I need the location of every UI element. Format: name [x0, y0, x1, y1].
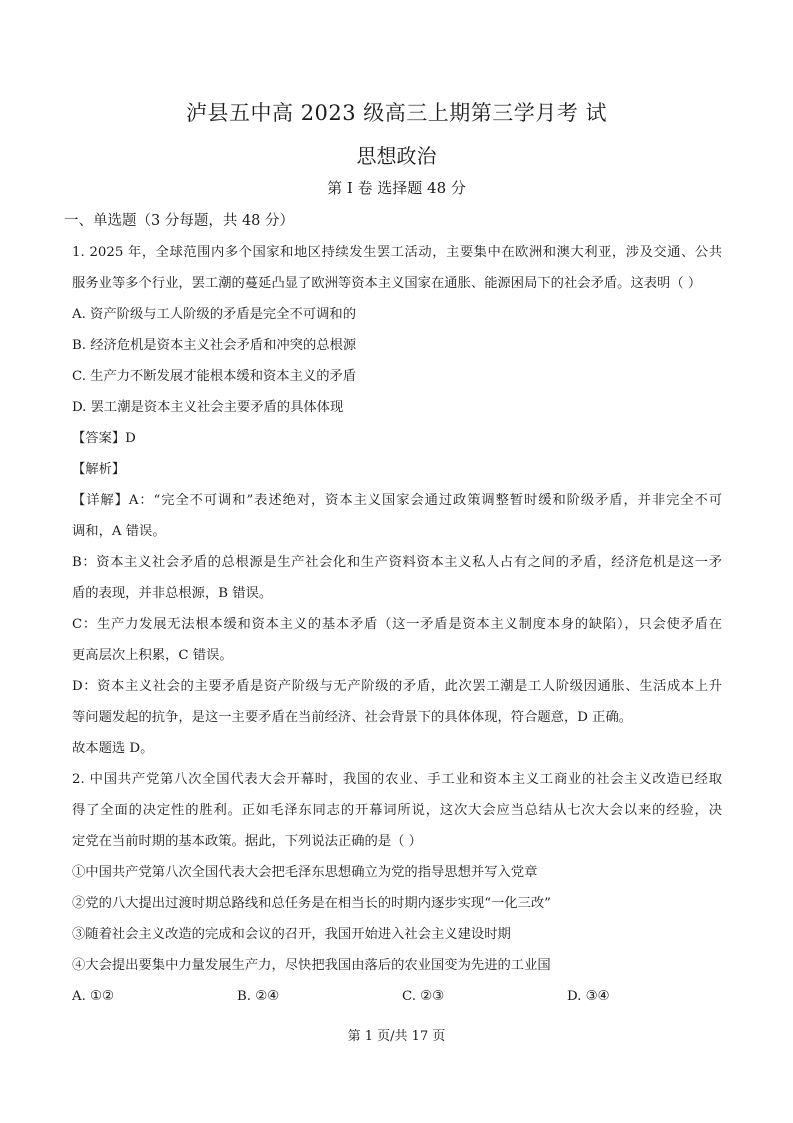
analysis-line: D：资本主义社会的主要矛盾是资产阶级与无产阶级的矛盾，此次罢工潮是工人阶级因通胀、生活成本上升: [72, 679, 722, 694]
statement-4: ④大会提出要集中力量发展生产力，尽快把我国由落后的农业国变为先进的工业国: [72, 958, 551, 973]
statement-1: ①中国共产党第八次全国代表大会把毛泽东思想确立为党的指导思想并写入党章: [72, 865, 538, 880]
question-1: [72, 237, 722, 764]
analysis-line: 调和，A 错误。: [72, 524, 166, 539]
choice-d: D. ③④: [567, 989, 610, 1004]
subject-title: 思想政治: [356, 144, 437, 168]
statement-2: ②党的八大提出过渡时期总路线和总任务是在相当长的时期内逐步实现“一化三改”: [72, 896, 551, 911]
question-stem-line: 2. 中国共产党第八次全国代表大会开幕时，我国的农业、手工业和资本主义工商业的社会主义改造已经取: [72, 772, 722, 787]
part-heading: 一、单选题（3 分每题，共 48 分）: [64, 213, 295, 229]
option-a: A. 资产阶级与工人阶级的矛盾是完全不可调和的: [72, 307, 356, 322]
analysis-line: 盾的表现，并非总根源，B 错误。: [72, 586, 273, 601]
statement-3: ③随着社会主义改造的完成和会议的召开，我国开始进入社会主义建设时期: [72, 927, 511, 942]
question-stem-line: 得了全面的决定性的胜利。正如毛泽东同志的开幕词所说，这次大会应当总结从七次大会以来的经验，决: [72, 803, 722, 818]
analysis-line: B：资本主义社会矛盾的总根源是生产社会化和生产资料资本主义私人占有之间的矛盾，经济危机是这一矛: [72, 555, 722, 570]
question-stem-line: 定党在当前时期的基本政策。据此，下列说法正确的是（ ）: [72, 834, 422, 849]
analysis-tag: 【解析】: [72, 462, 126, 477]
answer-tag: 【答案】D: [72, 431, 136, 446]
option-c: C. 生产力不断发展才能根本缓和资本主义的矛盾: [72, 369, 357, 384]
question-stem-line: 服务业等多个行业，罢工潮的蔓延凸显了欧洲等资本主义国家在通胀、能源困局下的社会矛盾。这表明（ ）: [72, 276, 702, 291]
choice-a: A. ①②: [72, 989, 114, 1004]
analysis-line: 【详解】A：“完全不可调和”表述绝对，资本主义国家会通过政策调整暂时缓和阶级矛盾，并非完全不可: [72, 493, 722, 508]
choice-c: C. ②③: [402, 989, 444, 1004]
question-stem-line: 1. 2025 年，全球范围内多个国家和地区持续发生罢工活动，主要集中在欧洲和澳大利亚，涉及交通、公共: [72, 245, 722, 260]
choice-row: [72, 981, 722, 1012]
conclusion-line: 故本题选 D。: [72, 741, 154, 756]
analysis-line: 更高层次上积累，C 错误。: [72, 648, 233, 663]
section-title: 第 I 卷 选择题 48 分: [327, 179, 466, 197]
analysis-line: C：生产力发展无法根本缓和资本主义的基本矛盾（这一矛盾是资本主义制度本身的缺陷），只会使矛盾在: [72, 617, 722, 632]
option-d: D. 罢工潮是资本主义社会主要矛盾的具体体现: [72, 400, 344, 415]
exam-title: 泸县五中高 2023 级高三上期第三学月考 试: [186, 101, 607, 125]
page-number: 第 1 页/共 17 页: [347, 1029, 446, 1044]
choice-b: B. ②④: [237, 989, 280, 1004]
question-2: [72, 764, 722, 1012]
option-b: B. 经济危机是资本主义社会矛盾和冲突的总根源: [72, 338, 357, 353]
analysis-line: 等问题发起的抗争，是这一主要矛盾在当前经济、社会背景下的具体体现，符合题意，D 正确。: [72, 710, 633, 725]
exam-content: [64, 206, 722, 1012]
